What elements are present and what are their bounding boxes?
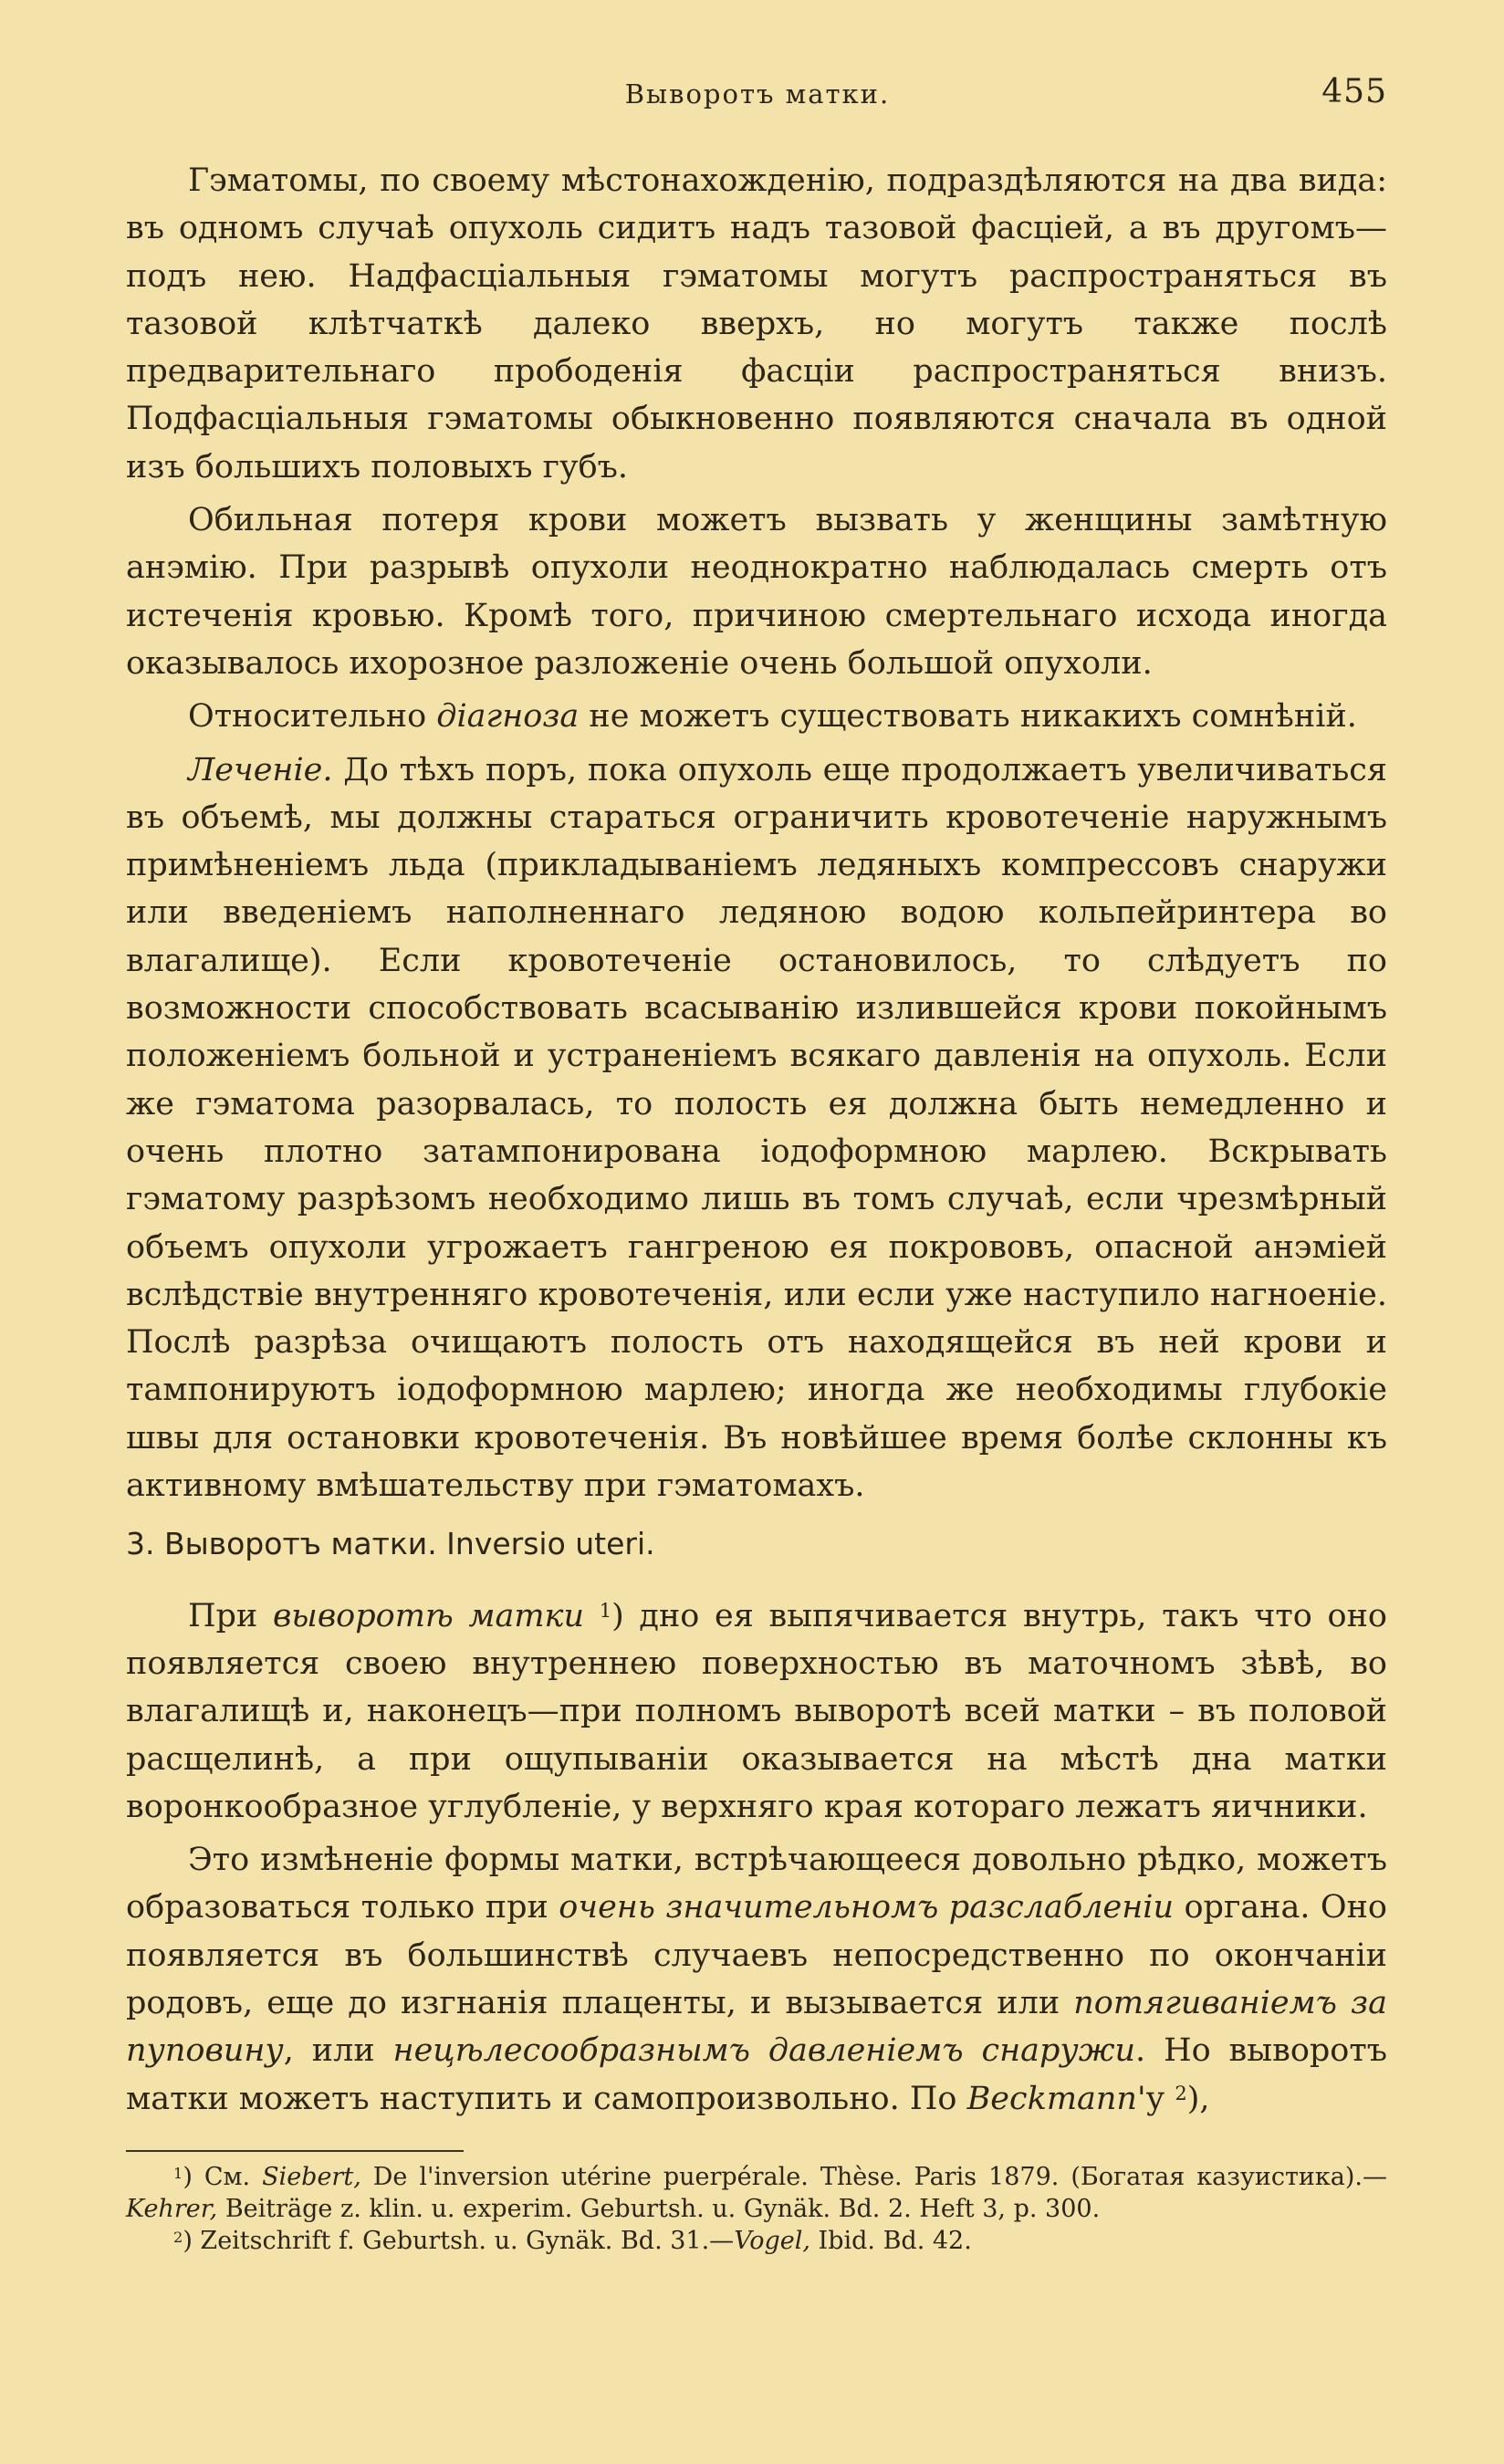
italic-term-treatment: Леченіе.: [188, 751, 333, 788]
italic-author-name: Beckmann: [966, 2080, 1137, 2117]
text-span: При: [188, 1597, 273, 1634]
italic-author-name: Siebert,: [262, 2163, 361, 2191]
footnote-marker: 1: [173, 2164, 183, 2182]
text-span: De l'inversion utérine puerpérale. Thèse. Paris 1879. (Богатая казуистика).—: [360, 2163, 1387, 2191]
footnote-ref-1: 1: [599, 1600, 612, 1623]
text-span: 'у: [1136, 2080, 1175, 2117]
text-span: Beiträge z. klin. u. experim. Geburtsh. u. Gynäk. Bd. 2. Heft 3, p. 300.: [217, 2195, 1101, 2223]
text-span: ) См.: [183, 2163, 263, 2191]
text-span: ),: [1186, 2080, 1210, 2117]
running-header: [128, 73, 1387, 120]
text-span: не можетъ существовать никакихъ сомнѣній.: [579, 698, 1357, 736]
italic-author-name: Vogel,: [734, 2227, 810, 2255]
text-span: Ibid. Bd. 42.: [809, 2227, 972, 2255]
italic-term-inversion: выворотѣ матки: [272, 1597, 584, 1634]
paragraph-hematoma-types: Гэматомы, по своему мѣстонахожденію, подраздѣляются на два вида: въ одномъ случаѣ опухоль сидитъ надъ тазовой фасціей, а въ другомъ—подъ нею. Надфасціальныя гэматомы могутъ распространяться въ тазовой клѣтчаткѣ далеко вверхъ, но могутъ также послѣ предварительнаго прободенія фасціи распространяться внизъ. Подфасціальныя гэматомы обыкновенно появляются сначала въ одной изъ большихъ половыхъ губъ.: [126, 162, 1387, 485]
text-span: ) Zeitschrift f. Geburtsh. u. Gynäk. Bd. 31.—: [183, 2227, 735, 2255]
footnote-2: [126, 2225, 1387, 2257]
page-number: 455: [1321, 73, 1387, 110]
italic-term-diagnosis: діагноза: [436, 698, 580, 736]
footnote-marker: 2: [173, 2228, 183, 2246]
paragraph-inversion-definition: [126, 1592, 1387, 1831]
section-heading: 3. Выворотъ матки. Inversio uteri.: [126, 1526, 655, 1562]
main-text: [126, 157, 1387, 2128]
footnotes: [126, 2161, 1387, 2257]
paragraph-blood-loss: Обильная потеря крови можетъ вызвать у женщины замѣтную анэмію. При разрывѣ опухоли неоднократно наблюдалась смерть отъ истеченія кровью. Кромѣ того, причиною смертельнаго исхода иногда оказывалось ихорозное разложеніе очень большой опухоли.: [126, 502, 1387, 682]
paragraph-treatment: [126, 747, 1387, 1510]
italic-phrase: очень значительномъ разслабленіи: [559, 1889, 1175, 1926]
footnote-1: [126, 2161, 1387, 2225]
text-span: Это измѣненіе формы матки, встрѣчающееся довольно рѣдко, можетъ образоваться только при: [126, 1842, 1387, 1926]
italic-author-name: Kehrer,: [126, 2195, 218, 2223]
running-title: Выворотъ матки.: [624, 78, 891, 110]
text-span: До тѣхъ поръ, пока опухоль еще продолжаетъ увеличиваться въ объемѣ, мы должны стараться ограничить кровотеченіе наружнымъ примѣненіемъ льда (прикладываніемъ ледяныхъ компрессовъ снаружи или введеніемъ наполненнаго ледяною водою кольпейринтера во влагалище). Если кровотеченіе остановилось, то слѣдуетъ по возможности способствовать всасыванію излившейся крови покойнымъ положеніемъ больной и устраненіемъ всякаго давленія на опухоль. Если же гэматома разорвалась, то полость ея должна быть немедленно и очень плотно затампонирована іодоформною марлею. Вскрывать гэматому разрѣзомъ необходимо лишь въ томъ случаѣ, если чрезмѣрный объемъ опухоли угрожаетъ гангреною ея покрововъ, опасной анэміей вслѣдствіе внутренняго кровотеченія, или если уже наступило нагноеніе. Послѣ разрѣза очищаютъ полость отъ находящейся въ ней крови и тампонируютъ іодоформною марлею; иногда же необходимы глубокіе швы для остановки кровотеченія. Въ новѣйшее время болѣе склонны къ активному вмѣшательству при гэматомахъ.: [126, 751, 1387, 1505]
footnote-ref-2: 2: [1175, 2083, 1187, 2105]
paragraph-inversion-causes: [126, 1836, 1387, 2123]
italic-phrase: потягиваніемъ за пуповину: [126, 1984, 1387, 2070]
text-span: , или: [283, 2032, 393, 2070]
paragraph-diagnosis: [126, 693, 1387, 740]
text-span: ) дно ея выпячивается внутрь, такъ что оно появляется своею внутреннею поверхностью въ маточномъ зѣвѣ, во влагалищѣ и, наконецъ—при полномъ выворотѣ всей матки – въ половой расщелинѣ, а при ощупываніи оказывается на мѣстѣ дна матки воронкообразное углубленіе, у верхняго края котораго лежатъ яичники.: [126, 1597, 1387, 1825]
text-span: органа. Оно появляется въ большинствѣ случаевъ непосредственно по окончаніи родовъ, еще до изгнанія плаценты, и вызывается или: [126, 1889, 1387, 2021]
footnote-divider: [126, 2150, 464, 2152]
italic-phrase: нецѣлесообразнымъ давленіемъ снаружи: [392, 2032, 1136, 2070]
text-span: Относительно: [188, 698, 437, 736]
text-span: . Но выворотъ матки можетъ наступить и самопроизвольно. По: [126, 2032, 1387, 2117]
